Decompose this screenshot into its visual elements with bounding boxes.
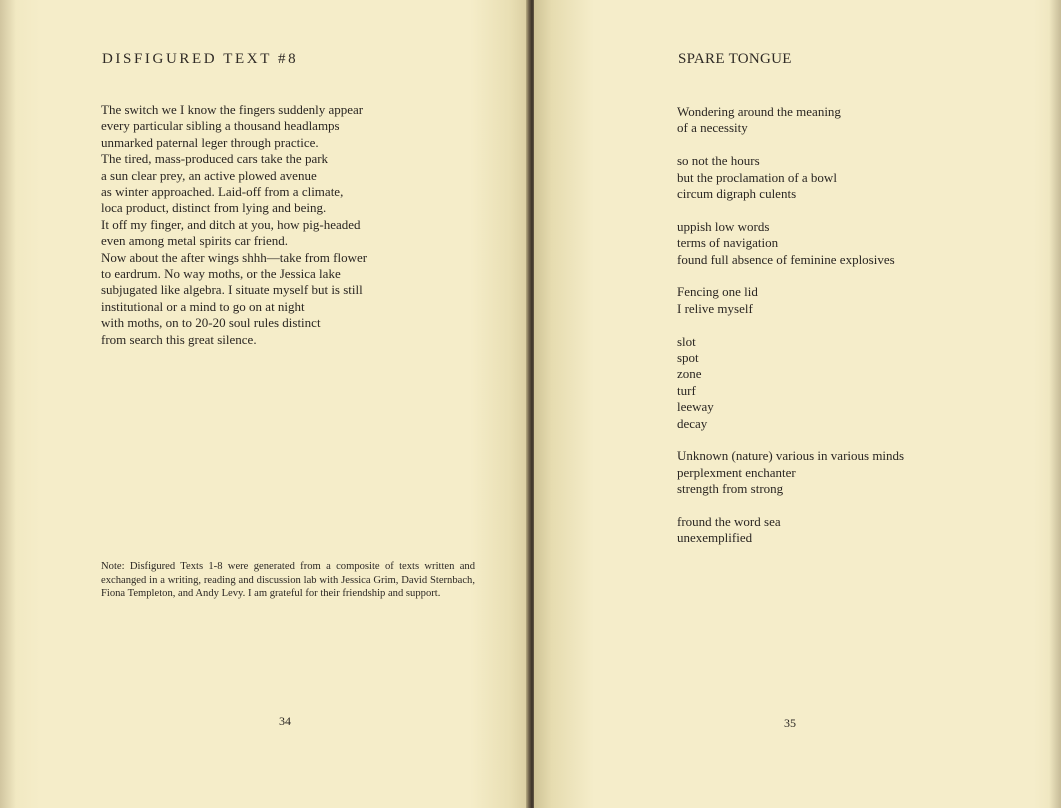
poem-line: of a necessity: [677, 120, 748, 136]
stanza: [677, 514, 1037, 547]
poem-line: It off my finger, and ditch at you, how pig-headed: [101, 216, 361, 232]
poem-line: turf: [677, 382, 696, 398]
footnote: Note: Disfigured Texts 1-8 were generated from a composite of texts written and exchanged in a writing, reading and discussion lab with Jessica Grim, David Sternbach, Fiona Templeton, and Andy Levy. I am grateful for their friendship and support.: [101, 561, 475, 600]
poem-line: Fencing one lid: [677, 284, 758, 300]
left-page-edge-shadow: [0, 0, 16, 808]
poem-line: from search this great silence.: [101, 331, 257, 347]
poem-line: slot: [677, 333, 696, 349]
right-page: [534, 0, 1061, 808]
poem-line: leeway: [677, 399, 714, 415]
stanza: [677, 219, 1037, 268]
poem-line: decay: [677, 415, 708, 431]
poem-line: perplexment enchanter: [677, 464, 796, 480]
poem-line: unexemplified: [677, 530, 753, 546]
poem-line: uppish low words: [677, 218, 770, 234]
left-page: [0, 0, 530, 808]
poem-line: I relive myself: [677, 300, 753, 316]
stanza: [677, 284, 1037, 317]
poem-line: a sun clear prey, an active plowed avenue: [101, 167, 317, 183]
poem-line: loca product, distinct from lying and being.: [101, 200, 327, 216]
poem-line: institutional or a mind to go on at night: [101, 298, 305, 314]
poem-line: every particular sibling a thousand headlamps: [101, 118, 340, 134]
poem-line: spot: [677, 350, 699, 366]
poem-line: subjugated like algebra. I situate myself but is still: [101, 282, 363, 298]
stanza: [677, 334, 1037, 432]
poem-line: Unknown (nature) various in various minds: [677, 448, 905, 464]
poem-line: even among metal spirits car friend.: [101, 233, 288, 249]
page-number-right: 35: [784, 716, 796, 730]
poem-line: with moths, on to 20-20 soul rules distinct: [101, 315, 321, 331]
poem-line: fround the word sea: [677, 514, 781, 530]
poem-line: terms of navigation: [677, 235, 779, 251]
poem-line: zone: [677, 366, 702, 382]
poem-line: Wondering around the meaning: [677, 104, 841, 119]
poem-line: circum digraph culents: [677, 186, 797, 202]
poem-line: so not the hours: [677, 153, 760, 169]
poem-line: The tired, mass-produced cars take the park: [101, 151, 329, 167]
left-page-title: DISFIGURED TEXT #8: [102, 51, 299, 67]
stanza: [677, 104, 1037, 137]
poem-line: Now about the after wings shhh—take from flower: [101, 249, 368, 265]
stanza: [677, 153, 1037, 202]
right-page-edge-shadow: [1049, 0, 1061, 808]
poem-line: as winter approached. Laid-off from a climate,: [101, 184, 344, 200]
poem-line: strength from strong: [677, 481, 784, 497]
poem-line: unmarked paternal leger through practice.: [101, 134, 319, 150]
stanza: [677, 448, 1037, 497]
poem-line: found full absence of feminine explosives: [677, 251, 895, 267]
poem-line: but the proclamation of a bowl: [677, 169, 837, 185]
right-page-title: SPARE TONGUE: [678, 51, 792, 67]
disfigured-text-poem: [101, 102, 461, 348]
poem-line: to eardrum. No way moths, or the Jessica lake: [101, 266, 341, 282]
poem-line: The switch we I know the fingers suddenly appear: [101, 102, 364, 117]
page-number-left: 34: [279, 714, 291, 728]
spare-tongue-poem: [677, 104, 1037, 563]
